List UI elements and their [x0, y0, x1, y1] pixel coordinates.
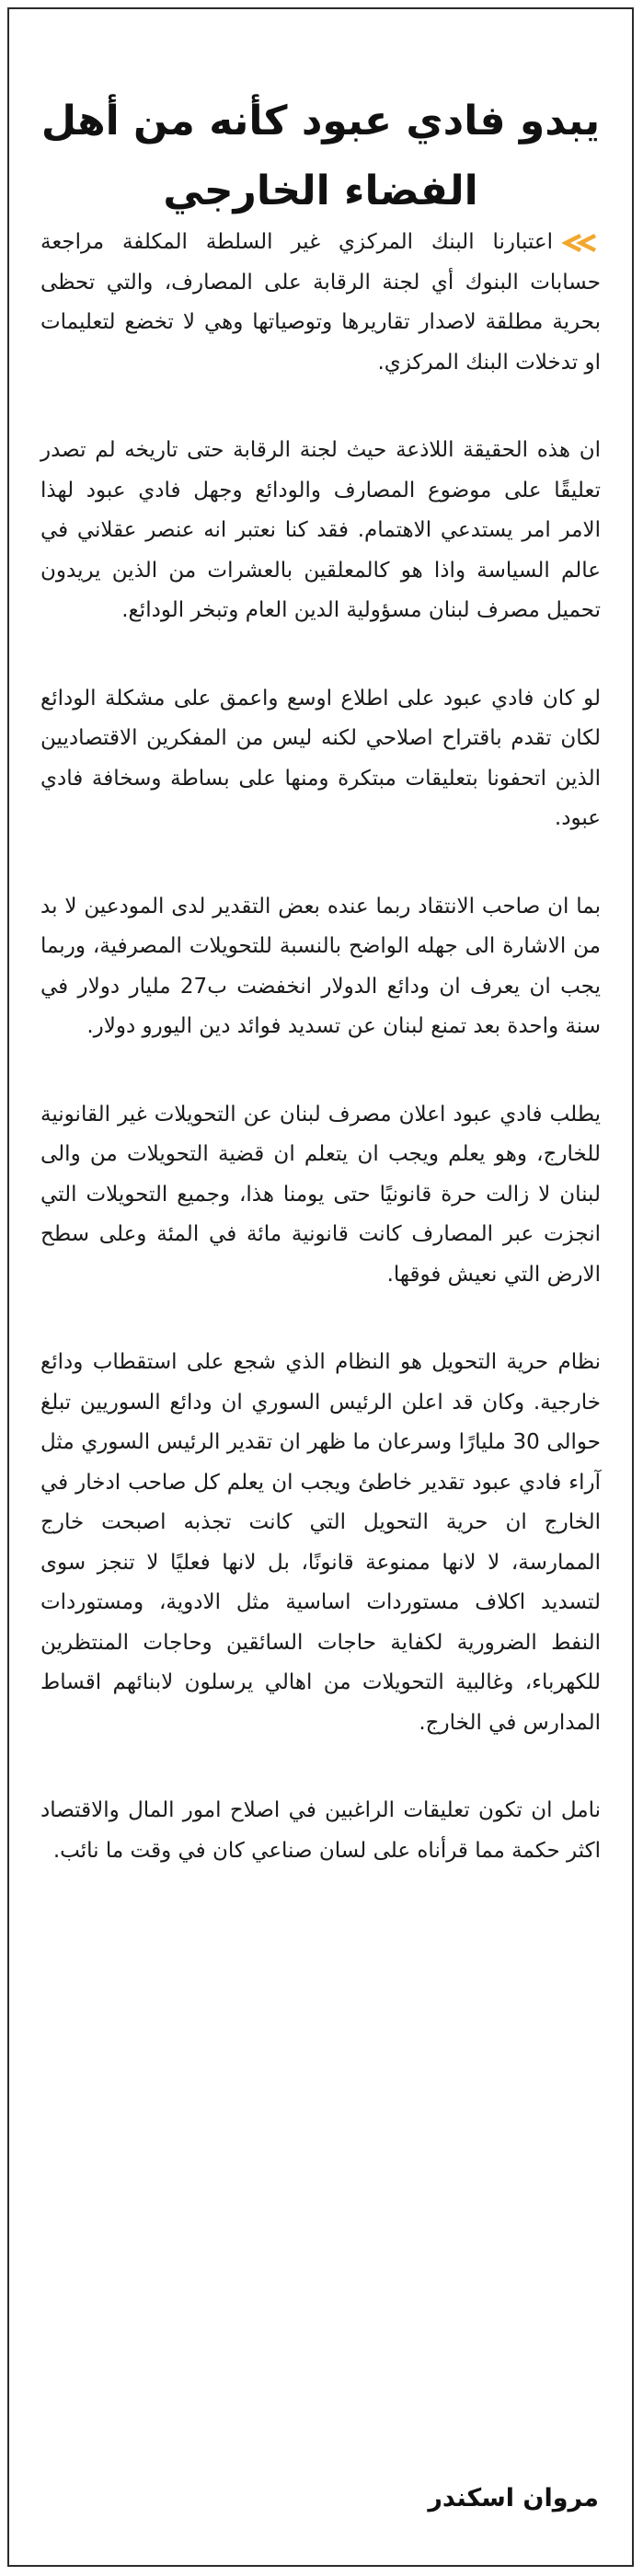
paragraph-5: يطلب فادي عبود اعلان مصرف لبنان عن التحويلات غير القانونية للخارج، وهو يعلم ويجب ان يتعلم ان قضية التحويلات من والى لبنان لا زالت حرة قانونيًا حتى يومنا هذا، وجميع التحويلات التي انجزت عبر المصارف كانت قانونية مائة في المئة وعلى سطح الارض التي نعيش فوقها.	[40, 1102, 601, 1287]
paragraph-1	[40, 223, 601, 383]
author-byline: مروان اسكندر	[428, 2484, 599, 2512]
article-frame	[7, 7, 634, 2567]
paragraph-7: نامل ان تكون تعليقات الراغبين في اصلاح امور المال والاقتصاد اكثر حكمة مما قرأناه على لسان صناعي كان في وقت ما نائب.	[40, 1798, 601, 1863]
article-body	[40, 223, 601, 1871]
paragraph-2: ان هذه الحقيقة اللاذعة حيث لجنة الرقابة حتى تاريخه لم تصدر تعليقًا على موضوع المصارف والودائع وجهل فادي عبود لهذا الامر امر يستدعي الاهتمام. فقد كنا نعتبر انه عنصر عقلاني في عالم السياسة واذا هو كالمعلقين بالعشرات من الذين يريدون تحميل مصرف لبنان مسؤولية الدين العام وتبخر الودائع.	[40, 438, 601, 622]
paragraph-6: نظام حرية التحويل هو النظام الذي شجع على استقطاب ودائع خارجية. وكان قد اعلن الرئيس السوري ان ودائع السوريين تبلغ حوالى 30 مليارًا وسرعان ما ظهر ان تقدير الرئيس السوري مثل آراء فادي عبود تقدير خاطئ ويجب ان يعلم كل صاحب ادخار في الخارج ان حرية التحويل التي كانت تجذبه اصبحت خارج الممارسة، لا لانها ممنوعة قانونًا، بل لانها فعليًا لا تنجز سوى لتسديد اكلاف مستوردات اساسية مثل الادوية، ومستوردات النفط الضرورية لكفاية حاجات السائقين وحاجات المنتظرين للكهرباء، وغالبية التحويلات من اهالي يرسلون لابنائهم اقساط المدارس في الخارج.	[40, 1350, 601, 1735]
article-title: يبدو فادي عبود كأنه من أهل الفضاء الخارجي	[40, 98, 601, 215]
paragraph-4: بما ان صاحب الانتقاد ربما عنده بعض التقدير لدى المودعين لا بد من الاشارة الى جهله الواضح بالنسبة للتحويلات المصرفية، وربما يجب ان يعرف ان ودائع الدولار انخفضت ب27 مليار دولار في سنة واحدة بعد تمنع لبنان عن تسديد فوائد دين اليورو دولار.	[40, 894, 601, 1038]
paragraph-text: اعتبارنا البنك المركزي غير السلطة المكلفة مراجعة حسابات البنوك أي لجنة الرقابة على المصارف، والتي تحظى بحرية مطلقة لاصدار تقاريرها وتوصياتها وهي لا تخضع لتعليمات او تدخلات البنك المركزي.	[40, 230, 601, 375]
paragraph-3: لو كان فادي عبود على اطلاع اوسع واعمق على مشكلة الودائع لكان تقدم باقتراح اصلاحي لكنه ليس من المفكرين الاقتصاديين الذين اتحفونا بتعليقات مبتكرة ومنها على بساطة وسخافة فادي عبود.	[40, 686, 601, 830]
double-chevron-left-icon	[562, 233, 601, 253]
